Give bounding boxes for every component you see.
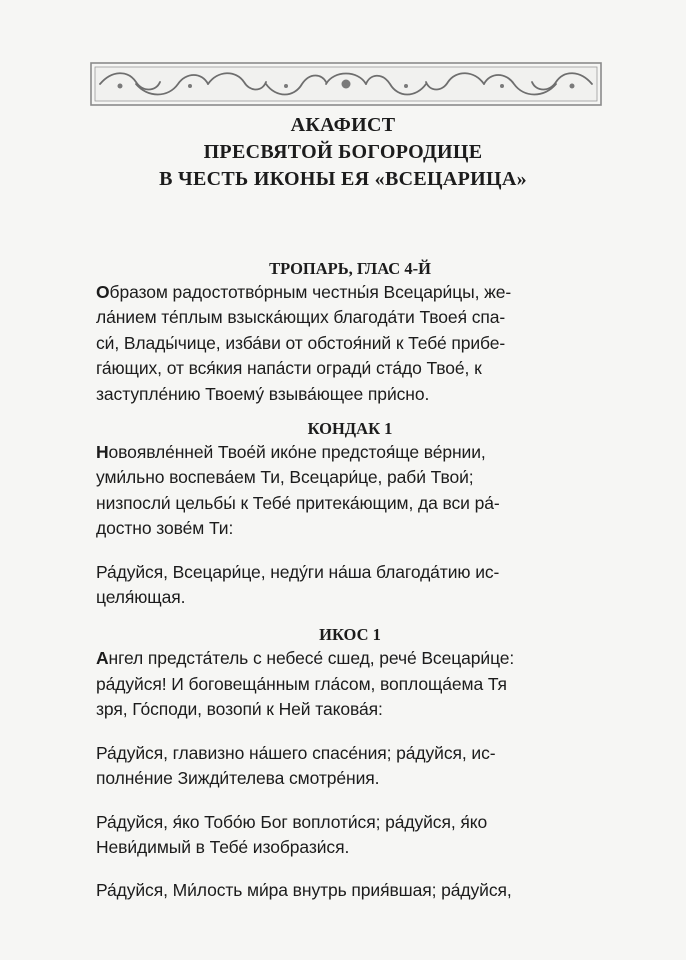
text-line: заступле́нию Твоему́ взыва́ющее при́сно. <box>96 383 430 404</box>
text-line: низпосли́ цельбы́ к Тебе́ притека́ющим, да вси ра́- <box>96 492 500 513</box>
text-line: га́ющих, от вся́кия напа́сти огради́ ста́до Твое́, к <box>96 358 482 379</box>
text-line: Новоявле́нней Твое́й ико́не предстоя́ще ве́рнии, <box>96 442 486 463</box>
troparion-text <box>96 280 604 407</box>
text-line: целя́ющая. <box>96 587 186 608</box>
text-line: уми́льно воспева́ем Ти, Всецари́це, раби́ Твои́; <box>96 467 474 488</box>
text-line: Ра́дуйся, главизно на́шего спасе́ния; ра́дуйся, ис- <box>96 742 496 763</box>
rejoice-verse-2 <box>96 810 604 861</box>
title-line-3: В ЧЕСТЬ ИКОНЫ ЕЯ «ВСЕЦАРИЦА» <box>159 168 527 190</box>
text-line: Ра́дуйся, я́ко Тобо́ю Бог воплоти́ся; ра́дуйся, я́ко <box>96 811 488 832</box>
title-line-1: АКАФИСТ <box>290 114 396 136</box>
drop-initial: А <box>96 648 109 669</box>
ornamental-header-border <box>90 62 602 106</box>
drop-initial: О <box>96 282 110 302</box>
text-line: ла́нием те́плым взыска́ющих благода́ти Твоея́ спа- <box>96 307 506 328</box>
text-line: Образом радостотво́рным честны́я Всецари́цы, же- <box>96 282 512 302</box>
text-line: достно зове́м Ти: <box>96 518 234 539</box>
kontakion-text <box>96 440 604 542</box>
title-line-2: ПРЕСВЯТОЙ БОГОРОДИЦЕ <box>203 141 483 163</box>
ikos-text <box>96 646 604 722</box>
text-line: Неви́димый в Тебе́ изобрази́ся. <box>96 836 350 857</box>
ikos-heading: ИКОС 1 <box>319 625 381 645</box>
rejoice-verse-1 <box>96 741 604 792</box>
drop-initial: Н <box>96 442 109 463</box>
text-line: зря, Го́споди, возопи́ к Ней такова́я: <box>96 699 383 720</box>
troparion-heading: ТРОПАРЬ, ГЛАС 4-Й <box>269 259 431 278</box>
kontakion-refrain <box>96 560 604 611</box>
text-body <box>96 258 604 904</box>
rejoice-verse-3 <box>96 878 604 903</box>
text-line: си́, Влады́чице, изба́ви от обстоя́ний к Тебе́ прибе- <box>96 332 506 353</box>
text-line: ра́дуйся! И боговеща́нным гла́сом, воплоща́ема Тя <box>96 673 507 694</box>
text-line: Ра́дуйся, Ми́лость ми́ра внутрь прия́вшая; ра́дуйся, <box>96 880 512 901</box>
text-line: Ра́дуйся, Всецари́це, неду́ги на́ша благода́тию ис- <box>96 561 500 582</box>
text-line: полне́ние Зижди́телева смотре́ния. <box>96 768 380 789</box>
text-line: Ангел предста́тель с небесе́ сшед, рече́ Всецари́це: <box>96 648 515 669</box>
kontakion-heading: КОНДАК 1 <box>307 419 393 439</box>
akathist-title <box>0 112 686 193</box>
